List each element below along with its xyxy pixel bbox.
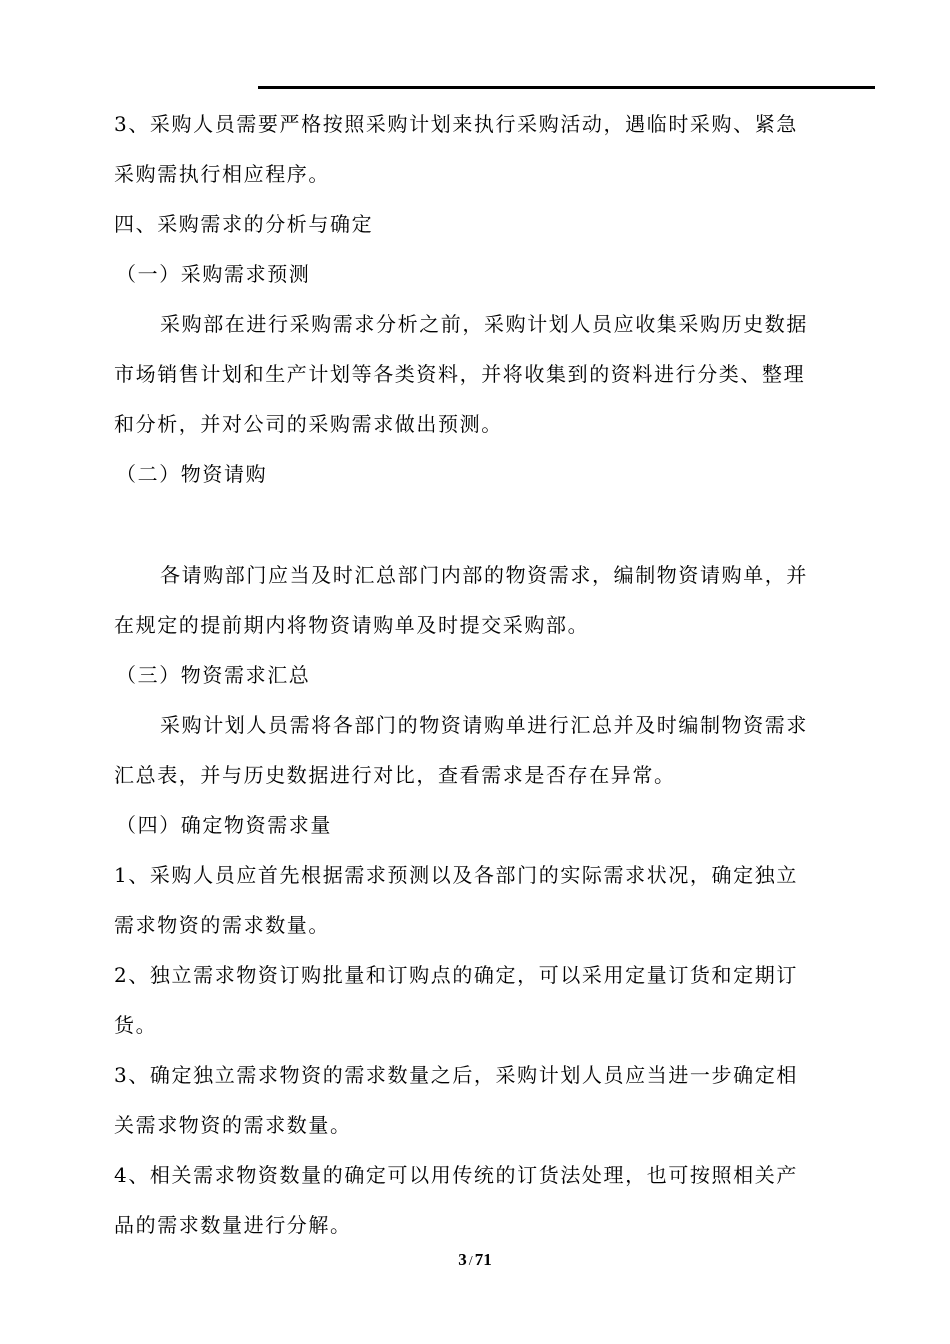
- subsection-heading: （三）物资需求汇总: [116, 663, 311, 687]
- section-heading: 四、采购需求的分析与确定: [114, 212, 374, 236]
- paragraph-line: 采购部在进行采购需求分析之前，采购计划人员应收集采购历史数据: [160, 312, 808, 336]
- paragraph-line: 需求物资的需求数量。: [114, 913, 330, 937]
- paragraph-line: 和分析，并对公司的采购需求做出预测。: [114, 412, 503, 436]
- paragraph-line: 3、确定独立需求物资的需求数量之后，采购计划人员应当进一步确定相: [114, 1063, 798, 1087]
- paragraph-line: 关需求物资的需求数量。: [114, 1113, 352, 1137]
- page-separator: /: [468, 1254, 473, 1269]
- paragraph-line: 3、采购人员需要严格按照采购计划来执行采购活动，遇临时采购、紧急: [114, 112, 798, 136]
- paragraph-line: 汇总表，并与历史数据进行对比，查看需求是否存在异常。: [114, 763, 676, 787]
- paragraph-line: 市场销售计划和生产计划等各类资料，并将收集到的资料进行分类、整理: [114, 362, 806, 386]
- paragraph-line: 采购需执行相应程序。: [114, 162, 330, 186]
- paragraph-line: 2、独立需求物资订购批量和订购点的确定，可以采用定量订货和定期订: [114, 963, 798, 987]
- document-body: [114, 98, 842, 1237]
- current-page: 3: [458, 1250, 467, 1269]
- total-pages: 71: [474, 1250, 492, 1269]
- subsection-heading: （四）确定物资需求量: [116, 813, 332, 837]
- paragraph-line: 1、采购人员应首先根据需求预测以及各部门的实际需求状况，确定独立: [114, 863, 798, 887]
- paragraph-line: 在规定的提前期内将物资请购单及时提交采购部。: [114, 613, 590, 637]
- page-number: [0, 1250, 950, 1272]
- subsection-heading: （二）物资请购: [116, 462, 268, 486]
- paragraph-line: 采购计划人员需将各部门的物资请购单进行汇总并及时编制物资需求: [160, 713, 808, 737]
- paragraph-line: 各请购部门应当及时汇总部门内部的物资需求，编制物资请购单，并: [160, 563, 808, 587]
- paragraph-line: 货。: [114, 1013, 158, 1037]
- header-rule: [258, 86, 875, 89]
- subsection-heading: （一）采购需求预测: [116, 262, 311, 286]
- paragraph-line: 4、相关需求物资数量的确定可以用传统的订货法处理，也可按照相关产: [114, 1163, 798, 1187]
- paragraph-line: 品的需求数量进行分解。: [114, 1213, 352, 1237]
